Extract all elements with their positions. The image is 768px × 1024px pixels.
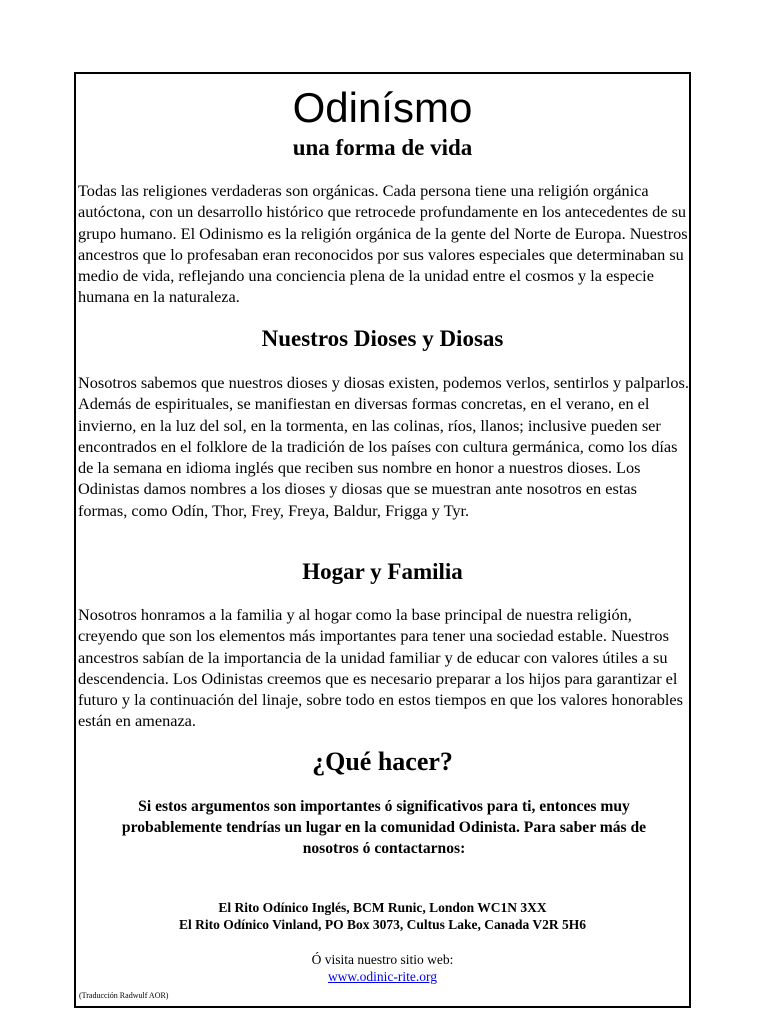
section-heading-gods: Nuestros Dioses y Diosas (261, 326, 504, 351)
section-body-gods: Nosotros sabemos que nuestros dioses y diosas existen, podemos verlos, sentirlos y palparlos. Además de espirituales, se manifiestan en diversas formas concretas, en el verano, en el invierno, en la luz del sol, en la tormenta, en las colinas, ríos, llanos; inclusive pueden ser encontrados en el folklore de la tradición de los países con cultura germánica, como los días de la semana en idioma inglés que reciben sus nombre en honor a nuestros dioses. Los Odinistas damos nombres a los dioses y diosas que se muestran ante nosotros en estas formas, como Odín, Thor, Frey, Freya, Baldur, Frigga y Tyr. (78, 373, 689, 520)
address-vinland: El Rito Odínico Vinland, PO Box 3073, Cultus Lake, Canada V2R 5H6 (178, 917, 587, 932)
visit-label: Ó visita nuestro sitio web: (311, 952, 454, 967)
document-title: Odinísmo (292, 84, 473, 131)
intro-paragraph: Todas las religiones verdaderas son orgánicas. Cada persona tiene una religión orgánica autóctona, con un desarrollo histórico que retrocede profundamente en los antecedentes de su grupo humano. El Odinismo es la religión orgánica de la gente del Norte de Europa. Nuestros ancestros que lo profesaban eran reconocidos por sus valores especiales que determinaban su medio de vida, reflejando una conciencia plena de la unidad entre el cosmos y la especie humana en la naturaleza. (78, 181, 688, 307)
document-border-frame (74, 72, 691, 1008)
document-subtitle: una forma de vida (292, 135, 473, 160)
section-heading-what-to-do: ¿Qué hacer? (312, 747, 453, 776)
website-link[interactable]: www.odinic-rite.org (327, 969, 438, 984)
section-body-family: Nosotros honramos a la familia y al hogar como la base principal de nuestra religión, creyendo que son los elementos más importantes para tener una sociedad estable. Nuestros ancestros sabían de la importancia de la unidad familiar y de educar con valores útiles a su descendencia. Los Odinistas creemos que es necesario preparar a los hijos para garantizar el futuro y la continuación del linaje, sobre todo en estos tiempos en que los valores honorables están en amenaza. (78, 605, 683, 731)
section-heading-family: Hogar y Familia (302, 559, 463, 584)
website-line (76, 968, 689, 986)
section-body-what-to-do: Si estos argumentos son importantes ó significativos para ti, entonces muy probablemente tendrías un lugar en la comunidad Odinista. Para saber más de nosotros ó contactarnos: (121, 798, 647, 857)
address-england: El Rito Odínico Inglés, BCM Runic, London WC1N 3XX (218, 900, 547, 915)
translation-credit: (Traducción Radwulf AOR) (79, 991, 169, 1000)
